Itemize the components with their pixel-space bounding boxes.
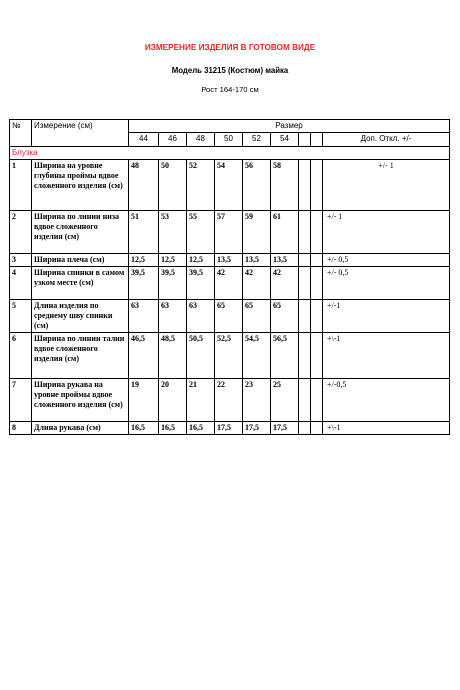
measurement-value: 57 bbox=[215, 211, 243, 254]
row-number: 7 bbox=[10, 379, 32, 422]
measurement-value: 53 bbox=[159, 211, 187, 254]
measurement-value: 39,5 bbox=[187, 267, 215, 300]
tolerance-value: +/-1 bbox=[323, 300, 450, 333]
measurement-value: 39,5 bbox=[159, 267, 187, 300]
measurement-value: 55 bbox=[187, 211, 215, 254]
row-number: 4 bbox=[10, 267, 32, 300]
measurement-value: 51 bbox=[129, 211, 159, 254]
measurement-value: 56,5 bbox=[271, 333, 299, 379]
table-row bbox=[10, 379, 450, 422]
tolerance-value: +/- 0,5 bbox=[323, 267, 450, 300]
measurement-value: 48 bbox=[129, 160, 159, 211]
measurement-value: 21 bbox=[187, 379, 215, 422]
measurement-value: 42 bbox=[243, 267, 271, 300]
empty-cell bbox=[299, 422, 311, 435]
measurement-value: 63 bbox=[187, 300, 215, 333]
measurement-value: 42 bbox=[215, 267, 243, 300]
measurement-value: 16,5 bbox=[129, 422, 159, 435]
measurement-value: 56 bbox=[243, 160, 271, 211]
table-row bbox=[10, 160, 450, 211]
measurement-value: 12,5 bbox=[187, 254, 215, 267]
size-48: 48 bbox=[187, 133, 215, 147]
table-row bbox=[10, 211, 450, 254]
measurement-value: 50 bbox=[159, 160, 187, 211]
header-number: № bbox=[10, 120, 32, 147]
empty-cell bbox=[311, 160, 323, 211]
measurement-name: Ширина плеча (см) bbox=[32, 254, 129, 267]
tolerance-value: +/-0,5 bbox=[323, 379, 450, 422]
measurement-value: 48,5 bbox=[159, 333, 187, 379]
header-tolerance: Доп. Откл. +/- bbox=[323, 133, 450, 147]
measurement-value: 25 bbox=[271, 379, 299, 422]
measurement-value: 52,5 bbox=[215, 333, 243, 379]
size-empty-2 bbox=[311, 133, 323, 147]
table-row bbox=[10, 333, 450, 379]
measurement-value: 13,5 bbox=[215, 254, 243, 267]
height-range: Рост 164-170 см bbox=[201, 85, 259, 94]
size-52: 52 bbox=[243, 133, 271, 147]
empty-cell bbox=[299, 254, 311, 267]
measurement-value: 23 bbox=[243, 379, 271, 422]
measurement-value: 13,5 bbox=[243, 254, 271, 267]
measurement-value: 17,5 bbox=[271, 422, 299, 435]
row-number: 5 bbox=[10, 300, 32, 333]
table-row bbox=[10, 267, 450, 300]
empty-cell bbox=[299, 379, 311, 422]
measurement-value: 54,5 bbox=[243, 333, 271, 379]
tolerance-value: +/- 1 bbox=[323, 160, 450, 211]
measurement-value: 19 bbox=[129, 379, 159, 422]
empty-cell bbox=[311, 254, 323, 267]
measurement-value: 54 bbox=[215, 160, 243, 211]
empty-cell bbox=[299, 160, 311, 211]
empty-cell bbox=[299, 211, 311, 254]
empty-cell bbox=[311, 422, 323, 435]
measurement-name: Длина рукава (см) bbox=[32, 422, 129, 435]
measurement-name: Ширина по линии низа вдвое сложенного изделия (см) bbox=[32, 211, 129, 254]
measurement-value: 39,5 bbox=[129, 267, 159, 300]
table-row bbox=[10, 254, 450, 267]
measurement-value: 16,5 bbox=[159, 422, 187, 435]
measurement-value: 46,5 bbox=[129, 333, 159, 379]
row-number: 1 bbox=[10, 160, 32, 211]
measurement-value: 52 bbox=[187, 160, 215, 211]
measurement-value: 12,5 bbox=[159, 254, 187, 267]
empty-cell bbox=[311, 379, 323, 422]
empty-cell bbox=[311, 300, 323, 333]
measurement-value: 12,5 bbox=[129, 254, 159, 267]
empty-cell bbox=[299, 300, 311, 333]
empty-cell bbox=[311, 267, 323, 300]
tolerance-value: +\-1 bbox=[323, 422, 450, 435]
empty-cell bbox=[299, 267, 311, 300]
document-title: ИЗМЕРЕНИЕ ИЗДЕЛИЯ В ГОТОВОМ ВИДЕ bbox=[144, 43, 316, 52]
size-46: 46 bbox=[159, 133, 187, 147]
measurement-value: 20 bbox=[159, 379, 187, 422]
section-label: Блузка bbox=[10, 147, 450, 160]
measurement-value: 59 bbox=[243, 211, 271, 254]
measurement-value: 50,5 bbox=[187, 333, 215, 379]
empty-cell bbox=[299, 333, 311, 379]
table-row bbox=[10, 300, 450, 333]
empty-cell bbox=[311, 333, 323, 379]
tolerance-value: +\-1 bbox=[323, 333, 450, 379]
empty-cell bbox=[311, 211, 323, 254]
row-number: 6 bbox=[10, 333, 32, 379]
header-size: Размер bbox=[129, 120, 450, 133]
measurement-name: Ширина спинки в самом узком месте (см) bbox=[32, 267, 129, 300]
measurement-name: Длина изделия по среднему шву спинки (см) bbox=[32, 300, 129, 333]
measurement-name: Ширина по линии талии вдвое сложенного изделия (см) bbox=[32, 333, 129, 379]
row-number: 8 bbox=[10, 422, 32, 435]
tolerance-value: +/- 0,5 bbox=[323, 254, 450, 267]
tolerance-value: +/- 1 bbox=[323, 211, 450, 254]
measurement-name: Ширина на уровне глубины проймы вдвое сложенного изделия (см) bbox=[32, 160, 129, 211]
size-44: 44 bbox=[129, 133, 159, 147]
measurement-value: 63 bbox=[159, 300, 187, 333]
measurement-value: 22 bbox=[215, 379, 243, 422]
measurement-value: 63 bbox=[129, 300, 159, 333]
measurement-value: 17,5 bbox=[215, 422, 243, 435]
measurement-value: 16,5 bbox=[187, 422, 215, 435]
measurement-table bbox=[9, 119, 450, 435]
measurement-value: 13,5 bbox=[271, 254, 299, 267]
table-row bbox=[10, 422, 450, 435]
row-number: 3 bbox=[10, 254, 32, 267]
measurement-name: Ширина рукава на уровне проймы вдвое сложенного изделия (см) bbox=[32, 379, 129, 422]
measurement-value: 65 bbox=[215, 300, 243, 333]
measurement-value: 65 bbox=[271, 300, 299, 333]
header-measurement: Измерение (см) bbox=[32, 120, 129, 147]
model-name: Модель 31215 (Костюм) майка bbox=[171, 66, 289, 75]
size-empty-1 bbox=[299, 133, 311, 147]
row-number: 2 bbox=[10, 211, 32, 254]
measurement-value: 65 bbox=[243, 300, 271, 333]
measurement-value: 61 bbox=[271, 211, 299, 254]
size-54: 54 bbox=[271, 133, 299, 147]
table-body bbox=[10, 160, 450, 435]
measurement-value: 17,5 bbox=[243, 422, 271, 435]
measurement-value: 58 bbox=[271, 160, 299, 211]
measurement-value: 42 bbox=[271, 267, 299, 300]
size-50: 50 bbox=[215, 133, 243, 147]
